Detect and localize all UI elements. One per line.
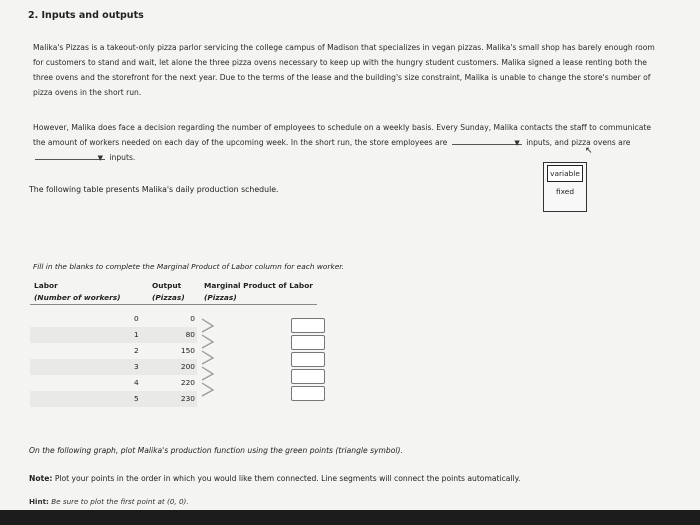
note — [29, 474, 520, 483]
table-row: 1 80 — [30, 327, 197, 343]
col-labor: Labor — [34, 281, 58, 290]
col-mp-sub: (Pizzas) — [200, 292, 317, 305]
chevron-down-icon: ▼ — [514, 139, 520, 147]
col-mp: Marginal Product of Labor — [204, 281, 313, 290]
note-text: Plot your points in the order in which you would like them connected. Line segments will connect the points automatically. — [54, 474, 521, 483]
mp-input-worker-1[interactable] — [291, 318, 325, 333]
hint-text: Be sure to plot the first point at (0, 0). — [51, 497, 189, 506]
mp-input-worker-3[interactable] — [291, 352, 325, 367]
mp-input-worker-2[interactable] — [291, 335, 325, 350]
table-row: 4 220 — [134, 378, 195, 387]
table-row: 5 230 — [30, 391, 197, 407]
col-labor-sub: (Number of workers) — [30, 292, 148, 305]
hint — [29, 497, 189, 506]
ovens-input-dropdown[interactable] — [35, 150, 105, 160]
mp-input-column — [291, 318, 325, 403]
decision-text-2: inputs, and pizza ovens are — [526, 138, 631, 147]
chevron-down-icon: ▼ — [97, 154, 103, 162]
dropdown-option-variable[interactable]: variable — [547, 165, 583, 182]
schedule-intro: The following table presents Malika's daily production schedule. — [29, 185, 279, 194]
section-heading: 2. Inputs and outputs — [28, 10, 144, 21]
decision-text-3: inputs. — [109, 153, 136, 162]
production-table-header — [30, 280, 317, 305]
table-row: 2 150 — [134, 346, 195, 355]
table-row: 0 0 — [134, 314, 195, 323]
decision-paragraph — [33, 120, 663, 165]
mp-input-worker-4[interactable] — [291, 369, 325, 384]
dropdown-menu[interactable] — [543, 162, 587, 212]
table-instruction: Fill in the blanks to complete the Marginal Product of Labor column for each worker. — [33, 262, 344, 271]
intro-paragraph: Malika's Pizzas is a takeout-only pizza parlor servicing the college campus of Madison that specializes in vegan pizzas. Malika's small shop has barely enough room for customers to stand and wait, let alone the three pizza ovens necessary to keep up with the hungry student customers. Malika signed a lease renting both the three ovens and the storefront for the next year. Due to the terms of the lease and the building's size constraint, Malika is unable to change the store's number of pizza ovens in the short run. — [33, 43, 655, 97]
table-row: 3 200 — [30, 359, 197, 375]
decision-text-1: However, Malika does face a decision regarding the number of employees to schedule on a weekly basis. Every Sunday, Malika contacts the staff to communicate the amount of workers needed on each day of the upcoming week. In the short run, the store employees are — [33, 123, 652, 147]
col-output-sub: (Pizzas) — [148, 292, 200, 305]
mp-input-worker-5[interactable] — [291, 386, 325, 401]
bottom-bar — [0, 510, 700, 525]
dropdown-option-fixed[interactable]: fixed — [555, 187, 575, 196]
hint-label: Hint: — [29, 497, 49, 506]
note-label: Note: — [29, 474, 53, 483]
col-output: Output — [152, 281, 182, 290]
mouse-cursor-icon: ↖ — [585, 146, 593, 156]
graph-instruction: On the following graph, plot Malika's production function using the green points (triangle symbol). — [29, 446, 403, 455]
employees-input-dropdown[interactable] — [452, 135, 522, 145]
